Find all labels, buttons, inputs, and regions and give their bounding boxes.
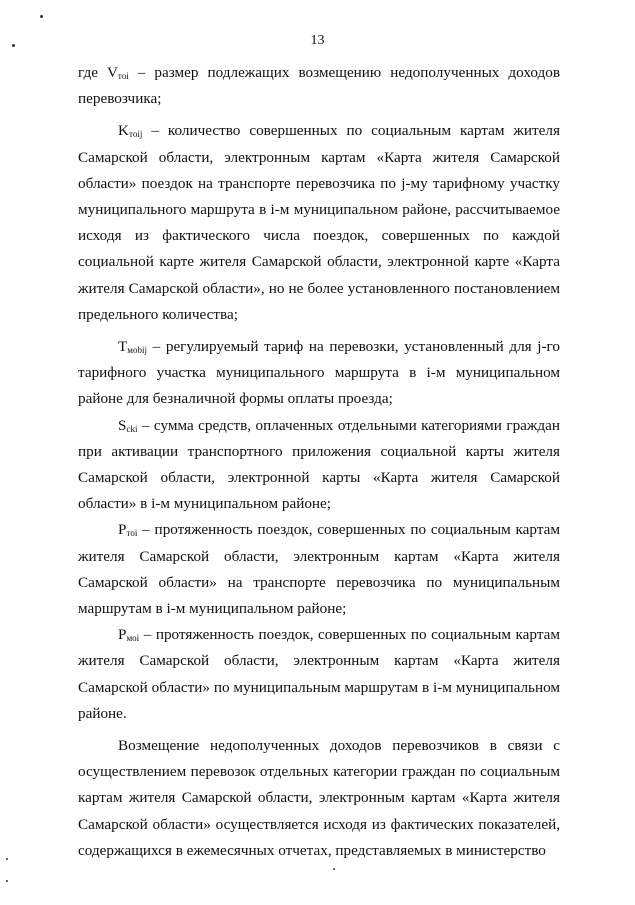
variable-symbol: $T_{мobij}$ [118, 338, 147, 356]
definition-paragraph [78, 60, 560, 112]
definition-paragraph [78, 413, 560, 518]
variable-symbol: $S_{cki}$ [118, 416, 138, 434]
variable-symbol: $V_{тoi}$ [106, 64, 129, 81]
document-body [78, 60, 560, 864]
definition-text: – количество совершенных по социальным картам жителя Самарской области, электронным картам «Карта жителя Самарской области» поездок на транспорте перевозчика по j-му тарифному участку муниципального маршрута в i-м муниципальном районе, рассчитываемое исходя из фактического числа поездок, совершенных по каждой социальной карте жителя Самарской области, электронной карте «Карта жителя Самарской области», но не более установленного постановлением предельного количества; [78, 122, 560, 323]
definition-paragraph [78, 622, 560, 727]
variable-symbol: $K_{тoij}$ [118, 122, 143, 140]
definition-paragraph [78, 334, 560, 413]
scan-speck [6, 880, 8, 882]
closing-paragraph: Возмещение недополученных доходов перевозчиков в связи с осуществлением перевозок отдельных категории граждан по социальным картам жителя Самарской области, электронным картам «Карта жителя Самарской области» осуществляется исходя из фактических показателей, содержащихся в ежемесячных отчетах, представляемых в министерство [78, 737, 560, 859]
variable-symbol: $P_{мoi}$ [118, 626, 140, 644]
scan-speck [6, 858, 8, 860]
definition-paragraph [78, 118, 560, 328]
page-number: 13 [310, 33, 325, 48]
definition-text: – протяженность поездок, совершенных по социальным картам жителя Самарской области, электронным картам «Карта жителя Самарской области» по муниципальным маршрутам в i-м муниципальном районе. [78, 626, 560, 722]
definition-lead-word: где [78, 64, 107, 81]
definition-text: – протяженность поездок, совершенных по социальным картам жителя Самарской области, электронным картам «Карта жителя Самарской области» на транспорте перевозчика по муниципальным маршрутам в i-м муниципальном районе; [78, 521, 560, 618]
definition-text: – сумма средств, оплаченных отдельными категориями граждан при активации транспортного приложения социальной карты жителя Самарской области, электронной карты «Карта жителя Самарской области» в i-м муниципальном районе; [78, 416, 560, 513]
definition-paragraph [78, 517, 560, 622]
definition-text: – регулируемый тариф на перевозки, установленный для j-го тарифного участка муниципального маршрута в i-м муниципальном районе для безналичной формы оплаты проезда; [78, 338, 560, 408]
scan-speck [333, 868, 335, 870]
definition-text: – размер подлежащих возмещению недополученных доходов перевозчика; [78, 64, 560, 108]
variable-symbol: $P_{тoi}$ [118, 521, 138, 539]
scan-speck [40, 15, 43, 18]
